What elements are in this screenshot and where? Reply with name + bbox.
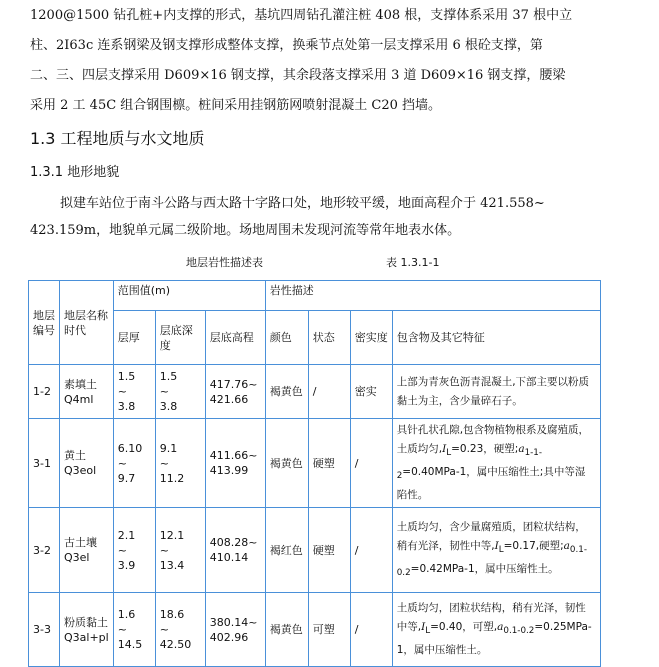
strata-table — [28, 280, 601, 667]
cell-name: 素填土 Q4ml — [60, 365, 114, 419]
cell-elev: 411.66~ 413.99 — [205, 419, 265, 508]
paragraph-line: 采用 2 工 45C 组合钢围檩。桩间采用挂钢筋网喷射混凝土 C20 挡墙。 — [30, 98, 442, 113]
header-features: 包含物及其它特征 — [392, 311, 600, 365]
cell-name: 古土壤 Q3el — [60, 508, 114, 593]
cell-no: 3-2 — [29, 508, 60, 593]
cell-depth: 18.6 ~ 42.50 — [155, 593, 205, 667]
table-number: 表 1.3.1-1 — [386, 256, 440, 269]
header-bottom-depth: 层底深度 — [155, 311, 205, 365]
cell-density: / — [350, 593, 392, 667]
body-line: 拟建车站位于南斗公路与西太路十字路口处，地形较平缓，地面高程介于 421.558~ — [60, 196, 545, 211]
cell-no: 3-1 — [29, 419, 60, 508]
table-caption: 地层岩性描述表 — [186, 256, 263, 269]
cell-elev: 408.28~ 410.14 — [205, 508, 265, 593]
cell-color: 褐黄色 — [265, 365, 308, 419]
cell-density: / — [350, 508, 392, 593]
cell-no: 3-3 — [29, 593, 60, 667]
header-color: 颜色 — [265, 311, 308, 365]
section-heading: 1.3 工程地质与水文地质 — [30, 129, 205, 148]
cell-depth: 12.1 ~ 13.4 — [155, 508, 205, 593]
header-lithology: 岩性描述 — [265, 281, 600, 311]
header-thickness: 层厚 — [113, 311, 155, 365]
cell-color: 褐黄色 — [265, 419, 308, 508]
paragraph-line: 二、三、四层支撑采用 D609×16 钢支撑，其余段落支撑采用 3 道 D609×16 钢支撑，腰梁 — [30, 68, 566, 83]
cell-depth: 9.1 ~ 11.2 — [155, 419, 205, 508]
cell-desc: 具针孔状孔隙,包含物植物根系及腐殖质，土质均匀$,I_L=0.23$，硬塑$;a_{1-1-2}=0.40MPa-1$，属中压缩性土;具中等湿陷性。 — [392, 419, 600, 508]
cell-desc: 土质均匀，团粒状结构，稍有光泽，韧性中等$,I_L=0.40$，可塑$,a_{0.1-0.2}=0.25MPa-1$，属中压缩性土。 — [392, 593, 600, 667]
header-layer-name: 地层名称时代 — [60, 281, 114, 365]
cell-depth: 1.5 ~ 3.8 — [155, 365, 205, 419]
cell-elev: 417.76~ 421.66 — [205, 365, 265, 419]
body-line: 423.159m，地貌单元属二级阶地。场地周围未发现河流等常年地表水体。 — [30, 223, 461, 238]
cell-elev: 380.14~ 402.96 — [205, 593, 265, 667]
subsection-heading: 1.3.1 地形地貌 — [30, 165, 120, 180]
cell-thickness: 1.6 ~ 14.5 — [113, 593, 155, 667]
cell-thickness: 2.1 ~ 3.9 — [113, 508, 155, 593]
cell-state: 可塑 — [308, 593, 350, 667]
cell-name: 黄土 Q3eol — [60, 419, 114, 508]
header-state: 状态 — [308, 311, 350, 365]
cell-thickness: 1.5 ~ 3.8 — [113, 365, 155, 419]
cell-color: 褐红色 — [265, 508, 308, 593]
header-density: 密实度 — [350, 311, 392, 365]
table-row — [29, 365, 601, 419]
table-row — [29, 593, 601, 667]
cell-desc: 土质均匀，含少量腐殖质，团粒状结构，稍有光泽，韧性中等$,I_L=0.17$,硬塑$;a_{0.1-0.2}=0.42MPa-1$，属中压缩性土。 — [392, 508, 600, 593]
cell-state: 硬塑 — [308, 508, 350, 593]
cell-density: 密实 — [350, 365, 392, 419]
cell-state: / — [308, 365, 350, 419]
table-row — [29, 508, 601, 593]
paragraph-line: 柱、2I63c 连系钢梁及钢支撑形成整体支撑，换乘节点处第一层支撑采用 6 根砼支撑，第 — [30, 38, 543, 53]
cell-color: 褐黄色 — [265, 593, 308, 667]
header-bottom-elev: 层底高程 — [205, 311, 265, 365]
cell-state: 硬塑 — [308, 419, 350, 508]
cell-density: / — [350, 419, 392, 508]
cell-desc: 上部为青灰色沥青混凝土,下部主要以粉质黏土为主，含少量碎石子。 — [392, 365, 600, 419]
table-row — [29, 419, 601, 508]
paragraph-line: 1200@1500 钻孔桩+内支撑的形式，基坑四周钻孔灌注桩 408 根，支撑体系采用 37 根中立 — [30, 8, 573, 23]
cell-name: 粉质黏土 Q3al+pl — [60, 593, 114, 667]
header-layer-no: 地层编号 — [29, 281, 60, 365]
cell-no: 1-2 — [29, 365, 60, 419]
header-range: 范围值(m) — [113, 281, 265, 311]
cell-thickness: 6.10 ~ 9.7 — [113, 419, 155, 508]
